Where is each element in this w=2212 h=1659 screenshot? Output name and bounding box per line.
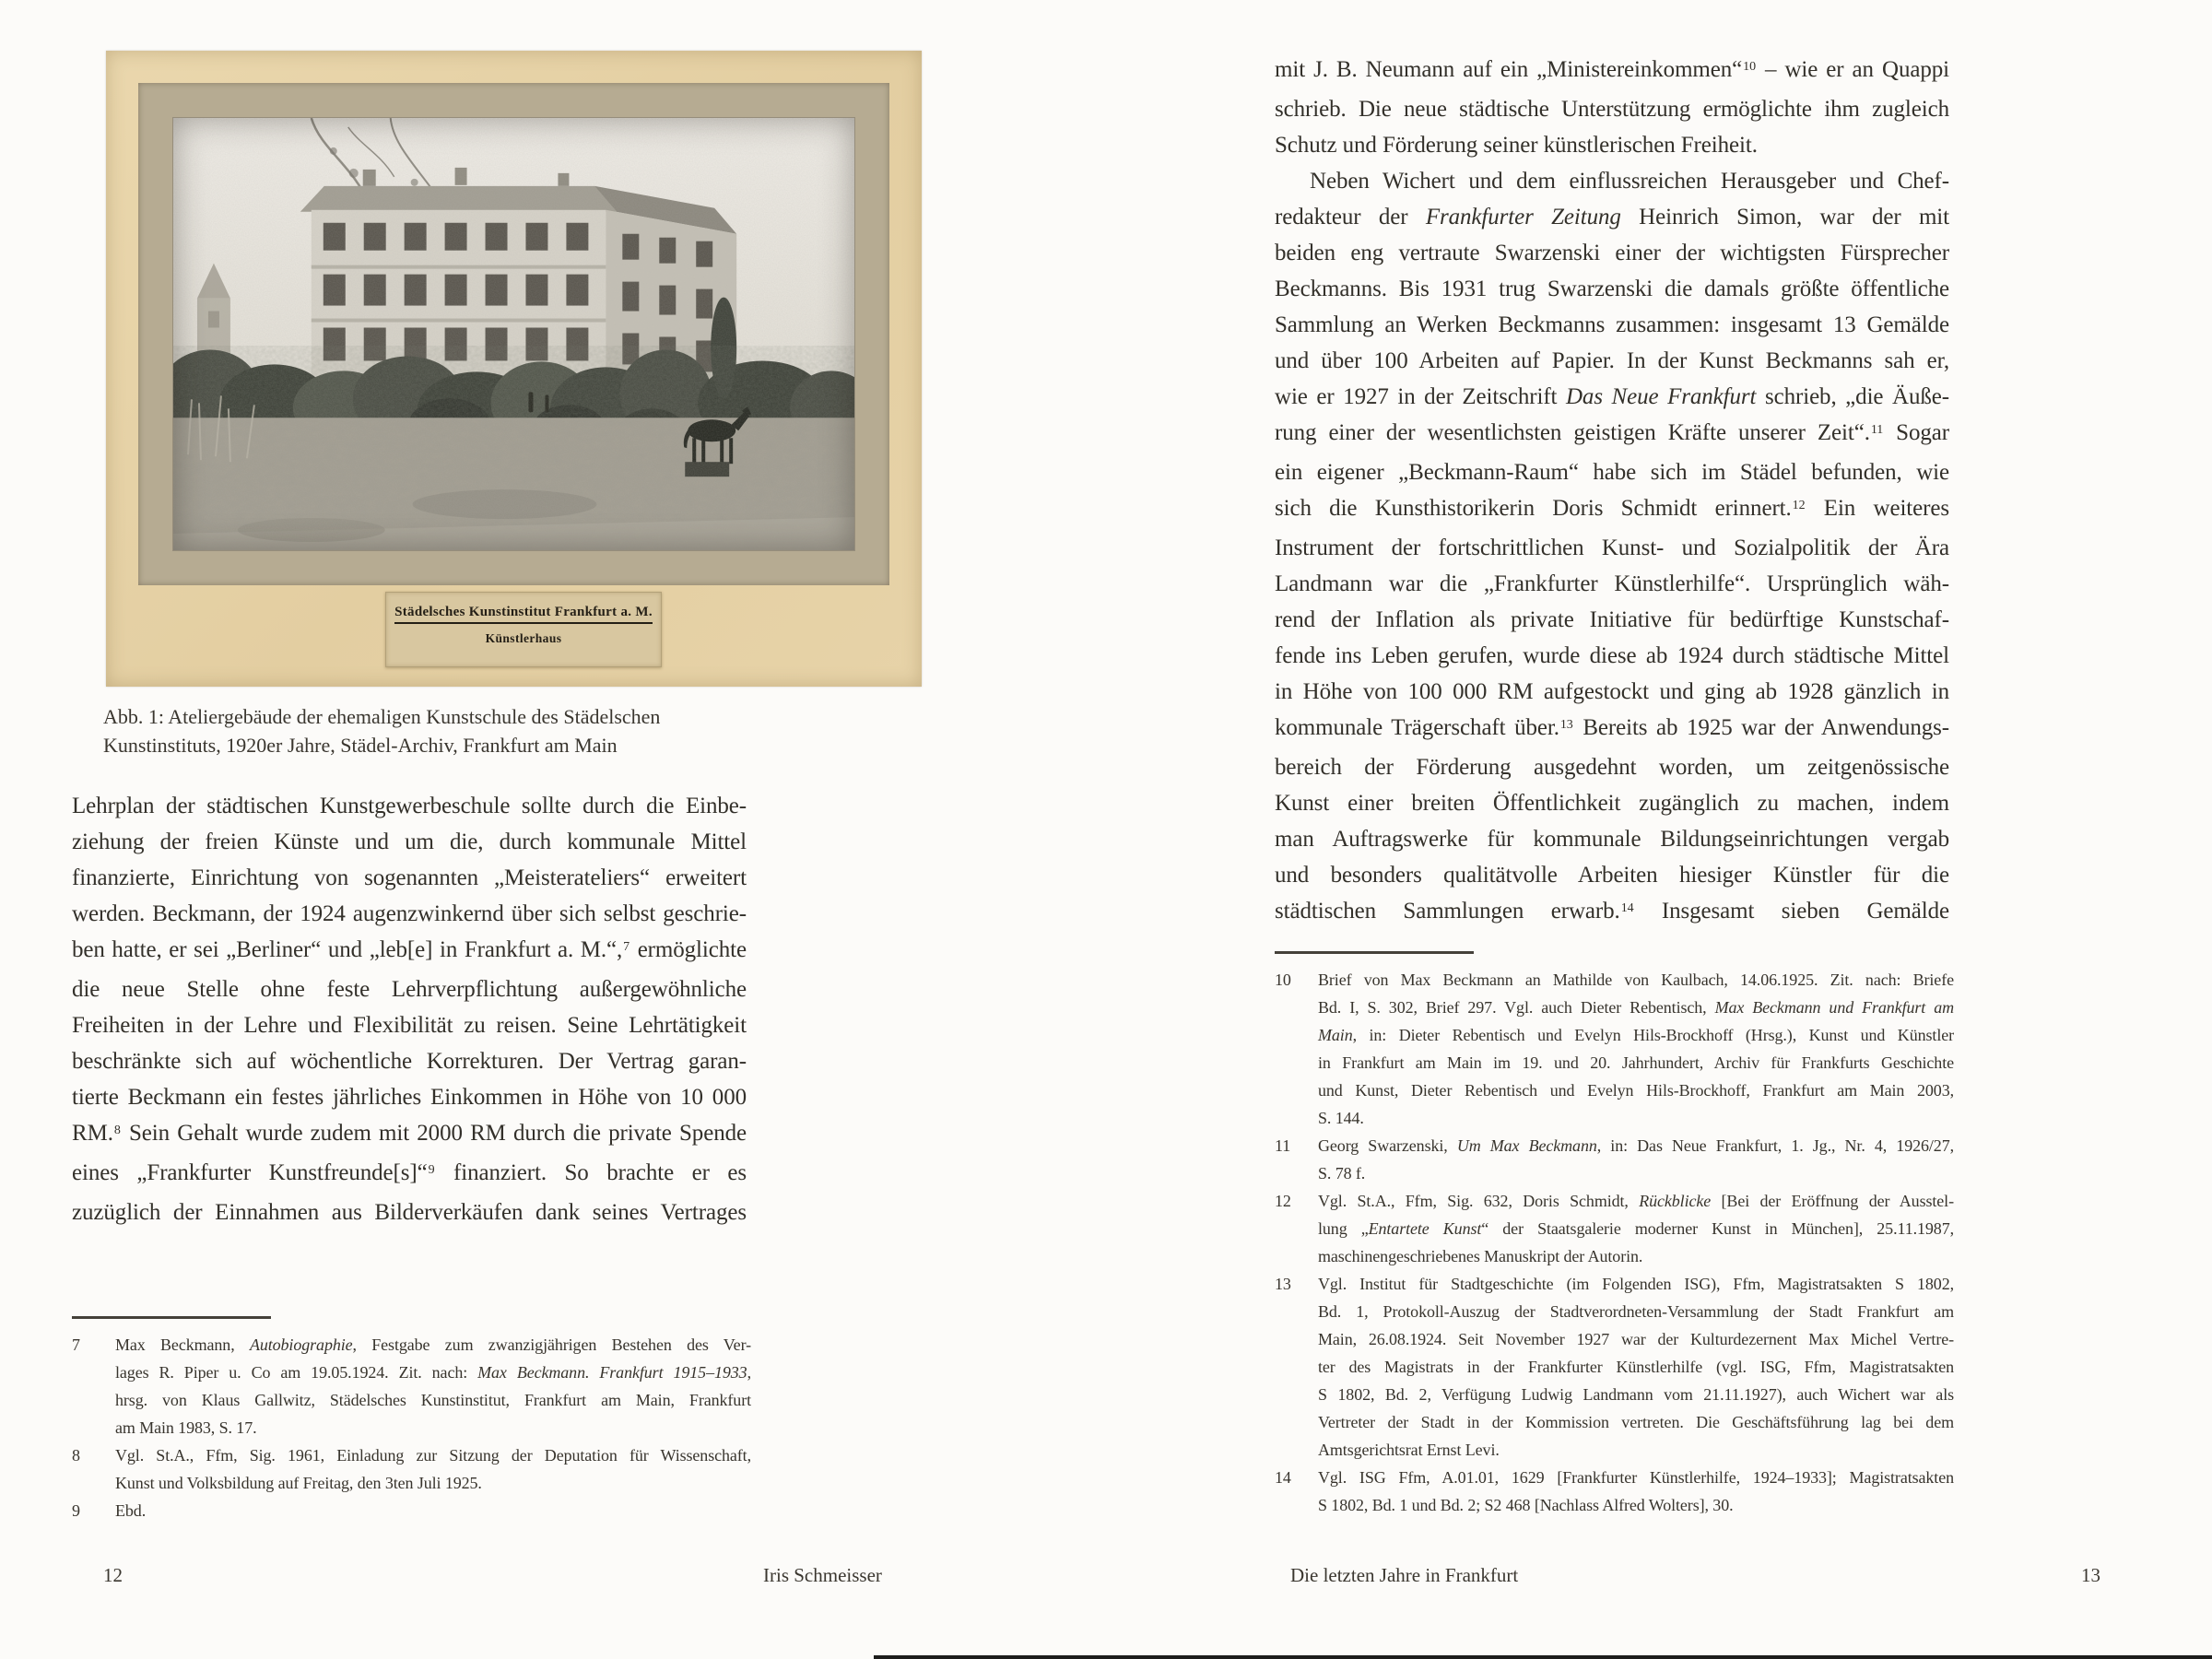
text-line: Neben Wichert und dem einflussreichen Herausgeber und Chef- (1310, 169, 1949, 194)
footnote-number: 7 (72, 1335, 80, 1354)
text-line: Vgl. St.A., Ffm, Sig. 1961, Einladung zur Sitzung der Deputation für Wissenschaft, (115, 1446, 751, 1465)
right-body-text (1275, 52, 1949, 933)
footnote-number: 8 (72, 1446, 80, 1465)
text-line: die neue Stelle ohne feste Lehrverpflichtung außergewöhnliche (72, 977, 747, 1002)
text-line: städtischen Sammlungen erwarb.$^{14}$ Insgesamt sieben Gemälde (1275, 899, 1949, 924)
text-line: finanzierte, Einrichtung von sogenannten „Meisterateliers“ erweitert (72, 865, 747, 890)
text-line: Instrument der fortschrittlichen Kunst- und Sozialpolitik der Ära (1275, 535, 1949, 560)
text-line: Bd. 1, Protokoll-Auszug der Stadtverordneten-Versammlung der Stadt Frankfurt am (1318, 1302, 1954, 1321)
footnote-13 (1275, 1270, 1954, 1464)
text-line: eines „Frankfurter Kunstfreunde[s]“$^9$ finanziert. So brachte er es (72, 1160, 747, 1185)
text-line: kommunale Trägerschaft über.$^{13}$ Bereits ab 1925 war der Anwendungs- (1275, 715, 1949, 740)
text-line: ben hatte, er sei „Berliner“ und „leb[e] in Frankfurt a. M.“,$^7$ ermöglichte (72, 937, 747, 962)
text-line: S 1802, Bd. 2, Verfügung Ludwig Landmann vom 21.11.1927), auch Wichert war als (1318, 1385, 1954, 1404)
footnote-14 (1275, 1464, 1954, 1519)
text-line: und über 100 Arbeiten auf Papier. In der Kunst Beckmanns sah er, (1275, 348, 1949, 373)
footnote-12 (1275, 1187, 1954, 1270)
text-line: S. 144. (1318, 1109, 1364, 1127)
text-line: Vgl. Institut für Stadtgeschichte (im Folgenden ISG), Ffm, Magistratsakten S 1802, (1318, 1275, 1954, 1293)
text-line: schrieb. Die neue städtische Unterstützung ermöglichte ihm zugleich (1275, 97, 1949, 122)
text-line: bereich der Förderung ausgedehnt worden, um zeitgenössische (1275, 755, 1949, 780)
text-line: fende ins Leben gerufen, wurde diese ab 1924 durch städtische Mittel (1275, 643, 1949, 668)
text-line: redakteur der Frankfurter Zeitung Heinrich Simon, war der mit (1275, 205, 1949, 229)
text-line: beiden eng vertraute Swarzenski einer der wichtigsten Fürsprecher (1275, 241, 1949, 265)
text-line: ein eigener „Beckmann-Raum“ habe sich im Städel befunden, wie (1275, 460, 1949, 485)
right-footnotes (1275, 966, 1954, 1519)
text-line: Georg Swarzenski, Um Max Beckmann, in: Das Neue Frankfurt, 1. Jg., Nr. 4, 1926/27, (1318, 1136, 1955, 1155)
text-line: Sammlung an Werken Beckmanns zusammen: insgesamt 13 Gemälde (1275, 312, 1949, 337)
text-line: ziehung der freien Künste und um die, durch kommunale Mittel (72, 830, 747, 854)
footnote-rule-left (72, 1316, 271, 1319)
text-line: Main, in: Dieter Rebentisch und Evelyn Hils-Brockhoff (Hrsg.), Kunst und Künstler (1318, 1026, 1954, 1044)
text-line: ter des Magistrats in der Frankfurter Künstlerhilfe (vgl. ISG, Ffm, Magistratsakten (1318, 1358, 1954, 1376)
text-line: Main, 26.08.1924. Seit November 1927 war der Kulturdezernent Max Michel Vertre- (1318, 1330, 1954, 1348)
photo-mount (106, 51, 922, 687)
footnote-8 (72, 1441, 751, 1497)
footnote-11 (1275, 1132, 1954, 1187)
scan-edge-artifact (874, 1655, 2212, 1659)
text-line: Landmann war die „Frankfurter Künstlerhilfe“. Ursprünglich wäh- (1275, 571, 1949, 596)
text-line: mit J. B. Neumann auf ein „Ministereinkommen“$^{10}$ – wie er an Quappi (1275, 57, 1949, 82)
text-line: wie er 1927 in der Zeitschrift Das Neue Frankfurt schrieb, „die Äuße- (1275, 384, 1949, 409)
text-line: hrsg. von Klaus Gallwitz, Städelsches Kunstinstitut, Frankfurt am Main, Frankfurt (115, 1391, 751, 1409)
footnote-9 (72, 1497, 751, 1524)
text-line: rung einer der wesentlichsten geistigen Kräfte unserer Zeit“.$^{11}$ Sogar (1275, 420, 1949, 445)
footnote-number: 10 (1275, 971, 1291, 989)
photo-grain (173, 118, 854, 550)
photo-label-title: Städelsches Kunstinstitut Frankfurt a. M. (394, 605, 653, 624)
text-line: rend der Inflation als private Initiative für bedürftige Kunstschaf- (1275, 607, 1949, 632)
footnote-number: 13 (1275, 1275, 1291, 1293)
text-line: Kunst einer breiten Öffentlichkeit zugänglich zu machen, indem (1275, 791, 1949, 816)
text-line: lung „Entartete Kunst“ der Staatsgalerie moderner Kunst in München], 25.11.1987, (1318, 1219, 1954, 1238)
figure-caption (103, 702, 748, 759)
footnote-number: 9 (72, 1501, 80, 1520)
footnote-number: 11 (1275, 1136, 1291, 1155)
footnote-rule-right (1275, 951, 1474, 954)
text-line: S. 78 f. (1318, 1164, 1366, 1182)
running-title-left: Iris Schmeisser (763, 1564, 882, 1586)
text-line: in Höhe von 100 000 RM aufgestockt und ging ab 1928 gänzlich in (1275, 679, 1949, 704)
photo-mat (138, 83, 889, 585)
footnote-10 (1275, 966, 1954, 1132)
text-line: RM.$^8$ Sein Gehalt wurde zudem mit 2000 RM durch die private Spende (72, 1121, 747, 1146)
text-line: man Auftragswerke für kommunale Bildungseinrichtungen vergab (1275, 827, 1949, 852)
text-line: Vgl. St.A., Ffm, Sig. 632, Doris Schmidt, Rückblicke [Bei der Eröffnung der Ausstel- (1318, 1192, 1954, 1210)
text-line: zuzüglich der Einnahmen aus Bilderverkäufen dank seines Vertrages (72, 1200, 747, 1225)
left-body-text (72, 788, 747, 1230)
text-line: tierte Beckmann ein festes jährliches Einkommen in Höhe von 10 000 (72, 1085, 747, 1110)
text-line: Bd. I, S. 302, Brief 297. Vgl. auch Dieter Rebentisch, Max Beckmann und Frankfurt am (1318, 998, 1955, 1017)
text-line: in Frankfurt am Main im 19. und 20. Jahrhundert, Archiv für Frankfurts Geschichte (1318, 1053, 1954, 1072)
caption-line-1: Abb. 1: Ateliergebäude der ehemaligen Kunstschule des Städelschen (103, 705, 661, 728)
text-line: Max Beckmann, Autobiographie, Festgabe zum zwanzigjährigen Bestehen des Ver- (115, 1335, 751, 1354)
text-line: S 1802, Bd. 1 und Bd. 2; S2 468 [Nachlass Alfred Wolters], 30. (1318, 1496, 1734, 1514)
text-line: Vgl. ISG Ffm, A.01.01, 1629 [Frankfurter Künstlerhilfe, 1924–1933]; Magistratsakten (1318, 1468, 1954, 1487)
text-line: werden. Beckmann, der 1924 augenzwinkernd über sich selbst geschrie- (72, 901, 747, 926)
text-line: Kunst und Volksbildung auf Freitag, den 3ten Juli 1925. (115, 1474, 482, 1492)
running-title-right: Die letzten Jahre in Frankfurt (1290, 1564, 1519, 1586)
photo-label-subtitle: Künstlerhaus (485, 631, 562, 645)
text-line: und besonders qualitätvolle Arbeiten hiesiger Künstler für die (1275, 863, 1949, 888)
page-number-left: 12 (103, 1564, 123, 1586)
text-line: Beckmanns. Bis 1931 trug Swarzenski die damals größte öffentliche (1275, 276, 1949, 301)
left-footnotes (72, 1331, 751, 1524)
text-line: Freiheiten in der Lehre und Flexibilität zu reisen. Seine Lehrtätigkeit (72, 1013, 747, 1038)
building-photo-scene (173, 118, 854, 550)
text-line: Lehrplan der städtischen Kunstgewerbeschule sollte durch die Einbe- (72, 794, 747, 818)
text-line: Schutz und Förderung seiner künstlerischen Freiheit. (1275, 133, 1758, 158)
building-photo (173, 118, 854, 550)
text-line: Amtsgerichtsrat Ernst Levi. (1318, 1441, 1500, 1459)
text-line: lages R. Piper u. Co am 19.05.1924. Zit. nach: Max Beckmann. Frankfurt 1915–1933, (115, 1363, 751, 1382)
text-line: beschränkte sich auf wöchentliche Korrekturen. Der Vertrag garan- (72, 1049, 747, 1074)
footnote-number: 14 (1275, 1468, 1291, 1487)
text-line: Brief von Max Beckmann an Mathilde von Kaulbach, 14.06.1925. Zit. nach: Briefe (1318, 971, 1954, 989)
text-line: sich die Kunsthistorikerin Doris Schmidt erinnert.$^{12}$ Ein weiteres (1275, 496, 1949, 521)
caption-line-2: Kunstinstituts, 1920er Jahre, Städel-Archiv, Frankfurt am Main (103, 734, 618, 757)
footnote-7 (72, 1331, 751, 1441)
text-line: am Main 1983, S. 17. (115, 1418, 257, 1437)
text-line: Vertreter der Stadt in der Kommission vertreten. Die Geschäftsführung lag bei dem (1318, 1413, 1954, 1431)
footnote-number: 12 (1275, 1192, 1291, 1210)
page-number-right: 13 (2081, 1564, 2100, 1586)
text-line: maschinengeschriebenes Manuskript der Autorin. (1318, 1247, 1643, 1265)
text-line: und Kunst, Dieter Rebentisch und Evelyn Hils-Brockhoff, Frankfurt am Main 2003, (1318, 1081, 1954, 1100)
photo-label-plate (385, 592, 662, 667)
text-line: Ebd. (115, 1501, 147, 1520)
